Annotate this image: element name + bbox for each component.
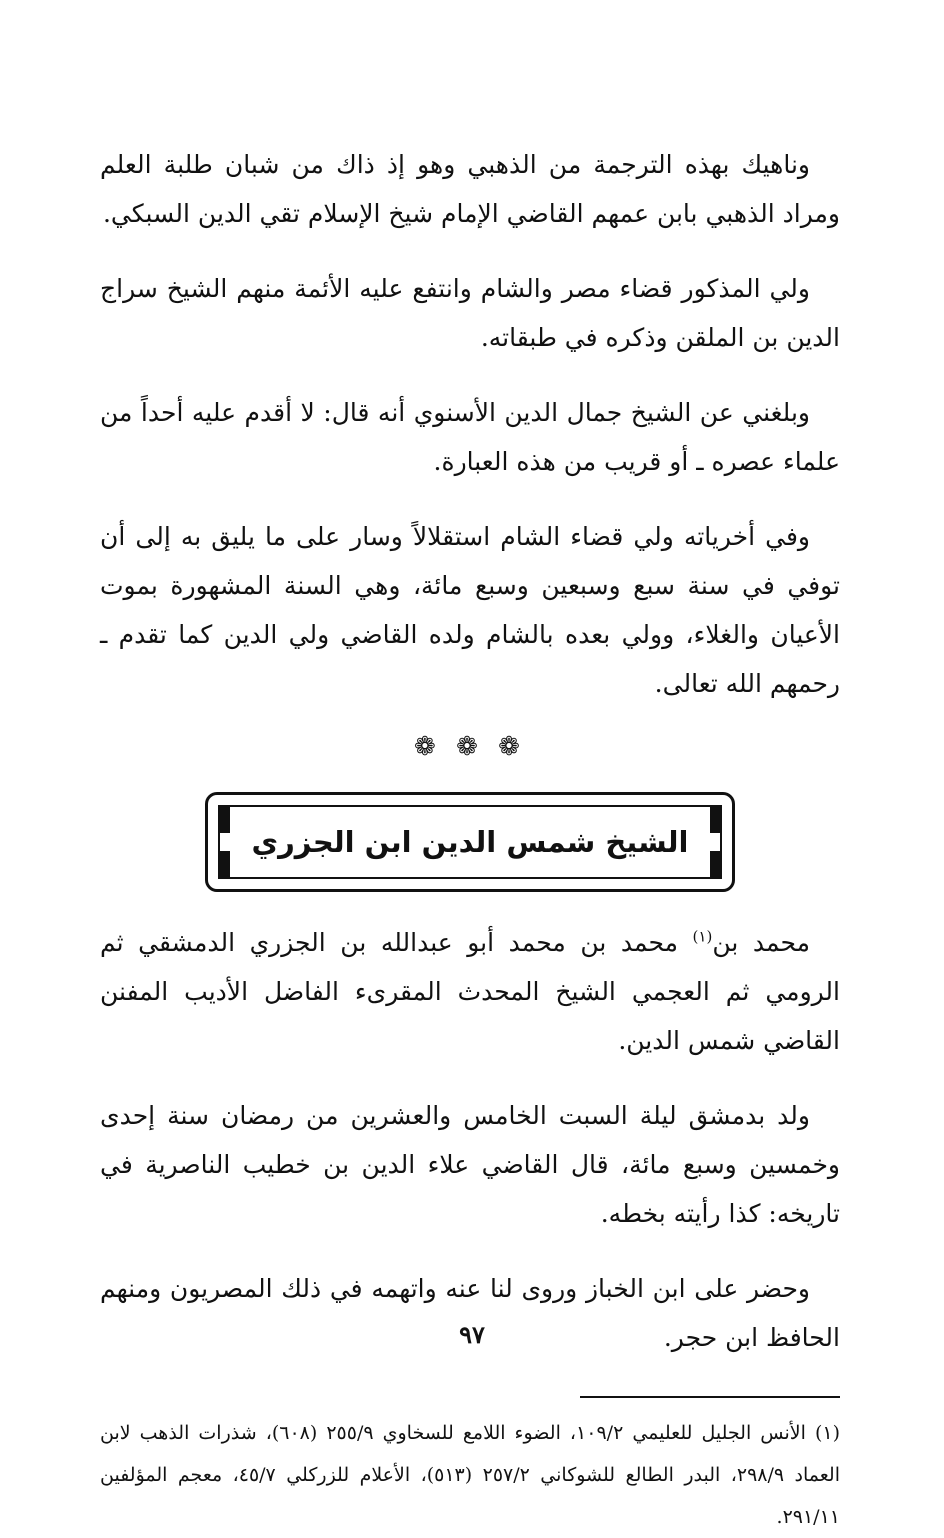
paragraph-birth: ولد بدمشق ليلة السبت الخامس والعشرين من رمضان سنة إحدى وخمسين وسبع مائة، قال القاضي علاء الدين بن خطيب الناصرية في تاريخه: كذا رأيته بخطه. bbox=[100, 1101, 840, 1228]
paragraph-teachers: وحضر على ابن الخباز وروى لنا عنه واتهمه في ذلك المصريون ومنهم الحافظ ابن حجر. bbox=[100, 1274, 840, 1352]
bio-name-rest: محمد بن محمد أبو عبدالله بن الجزري الدمشقي ثم الرومي ثم العجمي الشيخ المحدث المقرىء الفاضل الأديب المفنن القاضي شمس الدين. bbox=[100, 928, 840, 1055]
page-number: ٩٧ bbox=[459, 1320, 485, 1349]
paragraph-1: وناهيك بهذه الترجمة من الذهبي وهو إذ ذاك من شبان طلبة العلم ومراد الذهبي بابن عمهم القاضي الإمام شيخ الإسلام تقي الدين السبكي. bbox=[100, 150, 840, 228]
frame-corner-ornament bbox=[710, 851, 720, 877]
footnote: (١) الأنس الجليل للعليمي ١٠٩/٢، الضوء اللامع للسخاوي ٢٥٥/٩ (٦٠٨)، شذرات الذهب لابن العماد ٢٩٨/٩، البدر الطالع للشوكاني ٢٥٧/٢ (٥١٣)، الأعلام للزركلي ٤٥/٧، معجم المؤلفين ٢٩١/١١. bbox=[100, 1422, 841, 1528]
footnote-reference: (١) bbox=[692, 927, 713, 946]
biography-intro bbox=[100, 918, 840, 1065]
section-ornament: ❁ ❁ ❁ bbox=[414, 732, 526, 762]
frame-corner-ornament bbox=[220, 851, 230, 877]
section-title: الشيخ شمس الدين ابن الجزري bbox=[251, 825, 689, 859]
paragraph-4: وفي أخرياته ولي قضاء الشام استقلالاً وسار على ما يليق به إلى أن توفي في سنة سبع وسبعين وسبع مائة، وهي السنة المشهورة بموت الأعيان والغلاء، وولي بعده بالشام ولده القاضي ولي الدين كما تقدم ـ رحمهم الله تعالى. bbox=[100, 522, 840, 698]
section-title-inner-frame bbox=[218, 805, 722, 879]
footnote-separator bbox=[580, 1396, 840, 1398]
frame-corner-ornament bbox=[710, 807, 720, 833]
bio-name-start: محمد بن bbox=[712, 928, 810, 957]
section-title-frame bbox=[205, 792, 735, 892]
paragraph-2: ولي المذكور قضاء مصر والشام وانتفع عليه الأئمة منهم الشيخ سراج الدين بن الملقن وذكره في طبقاته. bbox=[100, 274, 840, 352]
paragraph-3: وبلغني عن الشيخ جمال الدين الأسنوي أنه قال: لا أقدم عليه أحداً من علماء عصره ـ أو قريب من هذه العبارة. bbox=[100, 398, 840, 476]
frame-corner-ornament bbox=[220, 807, 230, 833]
